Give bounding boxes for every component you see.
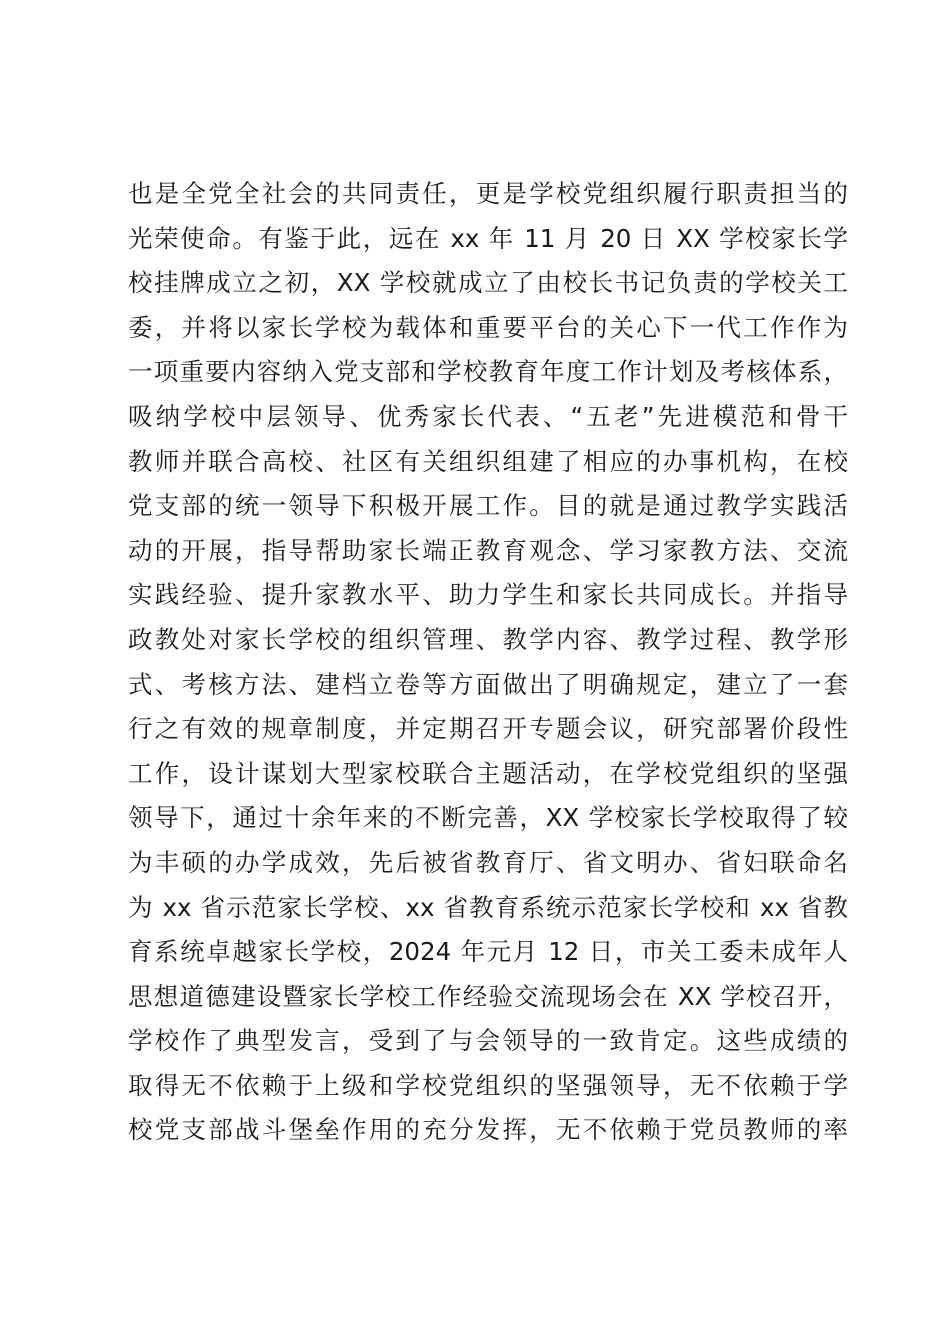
text-line: 光荣使命。有鉴于此，远在 xx 年 11 月 20 日 XX 学校家长学	[128, 223, 848, 253]
text-line: 为丰硕的办学成效，先后被省教育厅、省文明办、省妇联命名	[128, 847, 848, 877]
body-text	[128, 172, 848, 1153]
text-line: 党支部的统一领导下积极开展工作。目的就是通过教学实践活	[128, 491, 848, 521]
text-line: 吸纳学校中层领导、优秀家长代表、“五老”先进模范和骨干	[128, 401, 848, 431]
text-line: 一项重要内容纳入党支部和学校教育年度工作计划及考核体系，	[128, 357, 848, 387]
text-line: 行之有效的规章制度，并定期召开专题会议，研究部署价段性	[128, 714, 848, 744]
text-line: 校挂牌成立之初，XX 学校就成立了由校长书记负责的学校关工	[128, 268, 848, 298]
text-line: 思想道德建设暨家长学校工作经验交流现场会在 XX 学校召开，	[128, 981, 848, 1011]
text-line: 校党支部战斗堡垒作用的充分发挥，无不依赖于党员教师的率	[128, 1115, 848, 1145]
text-line: 学校作了典型发言，受到了与会领导的一致肯定。这些成绩的	[128, 1026, 848, 1056]
text-line: 也是全党全社会的共同责任，更是学校党组织履行职责担当的	[128, 179, 848, 208]
text-line: 式、考核方法、建档立卷等方面做出了明确规定，建立了一套	[128, 669, 848, 699]
text-line: 实践经验、提升家教水平、助力学生和家长共同成长。并指导	[128, 580, 848, 610]
text-line: 领导下，通过十余年来的不断完善，XX 学校家长学校取得了较	[128, 803, 848, 833]
text-line: 动的开展，指导帮助家长端正教育观念、学习家教方法、交流	[128, 535, 848, 565]
text-line: 委，并将以家长学校为载体和重要平台的关心下一代工作作为	[128, 312, 848, 342]
text-line: 工作，设计谋划大型家校联合主题活动，在学校党组织的坚强	[128, 758, 848, 788]
text-line: 为 xx 省示范家长学校、xx 省教育系统示范家长学校和 xx 省教	[128, 892, 848, 922]
text-line: 育系统卓越家长学校，2024 年元月 12 日，市关工委未成年人	[128, 937, 848, 967]
text-line: 取得无不依赖于上级和学校党组织的坚强领导，无不依赖于学	[128, 1070, 848, 1100]
text-line: 教师并联合高校、社区有关组织组建了相应的办事机构，在校	[128, 446, 848, 476]
text-line: 政教处对家长学校的组织管理、教学内容、教学过程、教学形	[128, 624, 848, 654]
